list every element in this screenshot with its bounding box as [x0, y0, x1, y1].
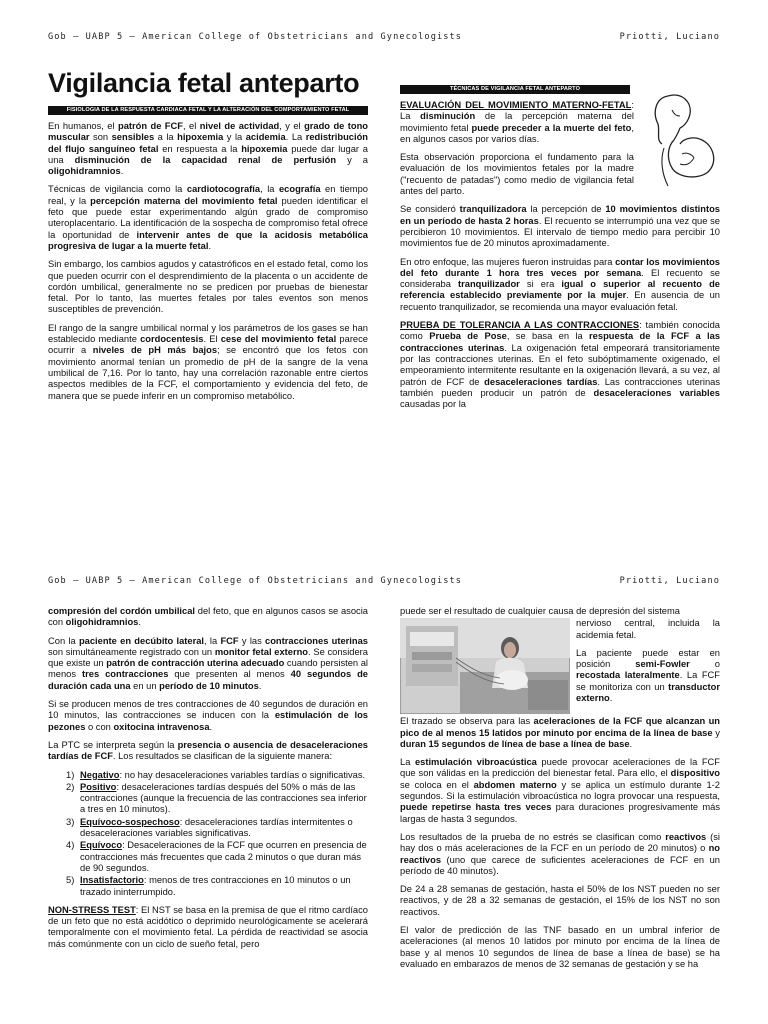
- page-title: Vigilancia fetal anteparto: [48, 68, 360, 98]
- paragraph: Si se producen menos de tres contracciones de 40 segundos de duración en 10 minutos, las contracciones se inducen con la estimulación de los pezones o con oxitocina intravenosa.: [48, 699, 368, 732]
- section-bar-tecnicas: TÉCNICAS DE VIGILANCIA FETAL ANTEPARTO: [400, 85, 630, 94]
- paragraph: El rango de la sangre umbilical normal y los parámetros de los gases se han establecido mediante cordocentesis. El cese del movimiento fetal parece ocurrir a niveles de pH más bajos; se encontró que los fetos con movimiento anormal tenían un promedio de pH de la sangre de la vena umbilical de 7,16. Por lo tanto, hay una correlación razonable entre ciertos aspectos medibles de la FCF, el comportamiento y evidencia del feto, de manera que se puede inferir en un compromiso metabólico.: [48, 322, 368, 401]
- paragraph: NON-STRESS TEST: El NST se basa en la premisa de que el ritmo cardíaco de un feto que no está acidótico o deprimido neurológicamente se acelerará temporalmente con el movimiento fetal. La pérdida de reactividad se asocia más comúnmente con un ciclo de sueño fetal, pero: [48, 904, 368, 949]
- page1-left-column: [48, 68, 368, 409]
- list-item: 5) Insatisfactorio: menos de tres contracciones en 10 minutos o un trazado ininterrumpido.: [66, 875, 351, 897]
- list-item: 2) Positivo: desaceleraciones tardías después del 50% o más de las contracciones (aunque la frecuencia de las contracciones sea inferior a tres en 10 minutos).: [66, 781, 367, 815]
- paragraph: El trazado se observa para las aceleraciones de la FCF que alcanzan un pico de al menos 15 latidos por minuto por encima de la línea de base y duran 15 segundos de línea de base a línea de base.: [400, 716, 720, 749]
- paragraph: Los resultados de la prueba de no estrés se clasifican como reactivos (si hay dos o más aceleraciones de la FCF en un período de 20 minutos) o no reactivos (uno que carece de suficientes aceleraciones de FCF en un período de 40 minutos).: [400, 831, 720, 876]
- results-list: [48, 770, 368, 898]
- list-item: 3) Equívoco-sospechoso: desaceleraciones tardías intermitentes o desaceleraciones variables significativas.: [66, 816, 353, 839]
- paragraph: La estimulación vibroacústica puede provocar aceleraciones de la FCF que son válidas en la predicción del bienestar fetal. Para ello, el dispositivo se coloca en el abdomen materno y se aplica un estímulo durante 1-2 segundos. Si la estimulación vibroacústica no logra provocar una respuesta, puede repetirse hasta tres veces para duraciones progresivamente más largas de hasta 3 segundos.: [400, 757, 721, 824]
- page-2: [0, 572, 768, 1024]
- page1-right-column: [400, 85, 720, 417]
- header-right: Priotti, Luciano: [619, 576, 720, 586]
- header-left: Gob – UABP 5 – American College of Obstetricians and Gynecologists: [48, 32, 463, 42]
- paragraph: compresión del cordón umbilical del feto, que en algunos casos se asocia con oligohidramnios.: [48, 606, 368, 628]
- paragraph: De 24 a 28 semanas de gestación, hasta el 50% de los NST pueden no ser reactivos, y de 28 a 32 semanas de gestación, el 15% de los NST no son reactivos.: [400, 884, 720, 917]
- paragraph: PRUEBA DE TOLERANCIA A LAS CONTRACCIONES: también conocida como Prueba de Pose, se basa en la respuesta de la FCF a las contracciones uterinas. La oxigenación fetal empeorará transitoriamente por las contracciones uterinas. En el feto subóptimamente oxigenado, el empeoramiento intermitente resultante en la oxigenación llevará, a su vez, al patrón de FCF de desaceleraciones tardías. Las contracciones uterinas también pueden producir un patrón de desaceleraciones variables causadas por la: [400, 320, 721, 410]
- paragraph: nervioso central, incluida la acidemia fetal.: [576, 618, 720, 640]
- section-bar-fisiologia: FISIOLOGIA DE LA RESPUESTA CARDIACA FETAL Y LA ALTERACIÓN DEL COMPORTAMIENTO FETAL: [48, 106, 368, 115]
- header-left: Gob – UABP 5 – American College of Obstetricians and Gynecologists: [48, 576, 463, 586]
- paragraph: La paciente puede estar en posición semi-Fowler o recostada lateralmente. La FCF se monitoriza con un transductor externo.: [576, 647, 720, 704]
- paragraph: Sin embargo, los cambios agudos y catastróficos en el estado fetal, como los que pueden ocurrir con el desprendimiento de la placenta o un accidente de cordón umbilical, generalmente no se predicen por pruebas de bienestar fetal. Por lo tanto, las muertes fetales por tales eventos son menos susceptibles de prevención.: [48, 259, 368, 315]
- paragraph: El valor de predicción de las TNF basado en un umbral inferior de aceleraciones (al menos 10 latidos por minuto por encima de la línea de base y al menos 10 segundos de línea de base a línea de base) se ha evaluado en embarazos de menos de 32 semanas de gestación y se ha: [400, 925, 720, 969]
- header-right: Priotti, Luciano: [619, 32, 720, 42]
- page2-left-column: [48, 606, 368, 957]
- paragraph: Se consideró tranquilizadora la percepción de 10 movimientos distintos en un período de hasta 2 horas. El recuento se interrumpió una vez que se percibieron 10 movimientos. El intervalo de tiempo medio para percibir 10 movimientos fue de 20 minutos aproximadamente.: [400, 204, 721, 249]
- nst-monitoring-photo: [400, 618, 570, 714]
- paragraph: En otro enfoque, las mujeres fueron instruidas para contar los movimientos del feto durante 1 hora tres veces por semana. El recuento se consideraba tranquilizador si era igual o superior al recuento de referencia establecido previamente por la mujer. En ausencia de un recuento tranquilizador, se recomienda una mayor evaluación fetal.: [400, 256, 720, 312]
- paragraph: La PTC se interpreta según la presencia o ausencia de desaceleraciones tardías de FCF. Los resultados se clasifican de la siguiente manera:: [48, 739, 368, 762]
- paragraph: Con la paciente en decúbito lateral, la FCF y las contracciones uterinas son simultáneamente registrado con un monitor fetal externo. Se considera que existe un patrón de contracción uterina adecuado cuando persisten al menos tres contracciones que presenten al menos 40 segundos de duración cada una en un período de 10 minutos.: [48, 635, 368, 691]
- list-item: 1) Negativo: no hay desaceleraciones variables tardías o significativas.: [66, 769, 366, 780]
- pregnant-woman-illustration: [638, 88, 726, 188]
- paragraph: En humanos, el patrón de FCF, el nivel de actividad, y el grado de tono muscular son sensibles a la hipoxemia y la acidemia. La redistribución del flujo sanguíneo fetal en respuesta a la hipoxemia puede dar lugar a una disminución de la capacidad renal de perfusión y a oligohidramnios.: [48, 121, 369, 177]
- list-item: 4) Equívoco: Desaceleraciones de la FCF que ocurren en presencia de contracciones más frecuentes que cada 2 minutos o que duran más de 90 segundos.: [66, 840, 367, 873]
- page2-right-column: [400, 606, 720, 977]
- paragraph: puede ser el resultado de cualquier causa de depresión del sistema: [400, 606, 680, 616]
- paragraph: Esta observación proporciona el fundamento para la evaluación de los movimientos fetales por la madre ("recuento de patadas") como medio de vigilancia fetal antes del parto.: [400, 152, 634, 197]
- running-header: [48, 32, 720, 42]
- paragraph: Técnicas de vigilancia como la cardiotocografía, la ecografía en tiempo real, y la percepción materna del movimiento fetal pueden identificar el feto que puede estar experimentando algún grado de compromiso uteroplacentario. La identificación de la sospecha de compromiso fetal ofrece la oportunidad de intervenir antes de que la acidosis metabólica progresiva de lugar a la muerte fetal.: [48, 184, 369, 251]
- paragraph: EVALUACIÓN DEL MOVIMIENTO MATERNO-FETAL: La disminución de la percepción materna del movimiento fetal puede preceder a la muerte del feto, en algunos casos por varios días.: [400, 100, 634, 144]
- running-header: [48, 576, 720, 586]
